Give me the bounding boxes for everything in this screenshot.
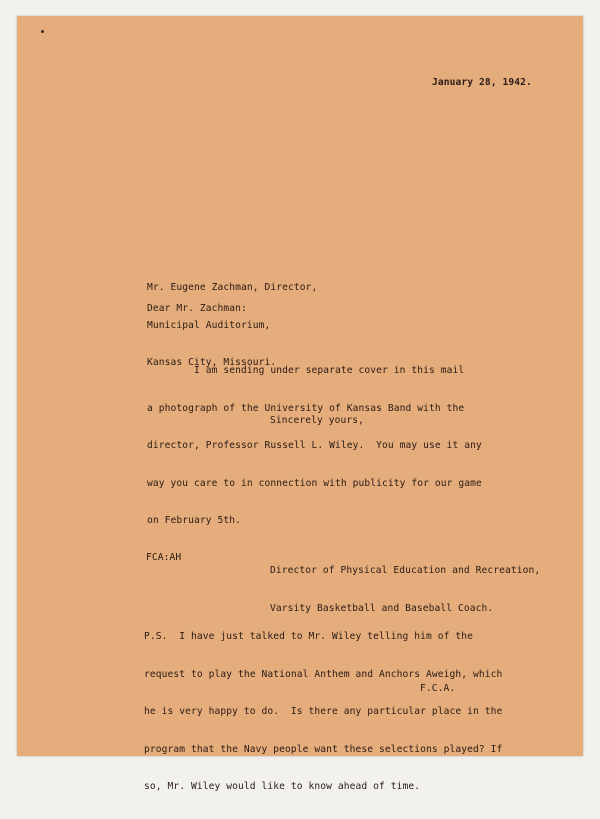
- body-line: a photograph of the University of Kansas Band with the: [147, 402, 465, 414]
- ps-line: program that the Navy people want these selections played? If: [144, 743, 503, 755]
- signer-title-line: Director of Physical Education and Recreation,: [270, 565, 541, 576]
- letter-body: [147, 340, 482, 553]
- body-line: way you care to in connection with publicity for our game: [147, 477, 482, 489]
- ps-line: he is very happy to do. Is there any particular place in the: [144, 706, 503, 717]
- ps-signature: F.C.A.: [420, 683, 456, 694]
- reference-initials: FCA:AH: [146, 552, 182, 563]
- signer-title-line: Varsity Basketball and Baseball Coach.: [270, 602, 494, 614]
- salutation: Dear Mr. Zachman:: [147, 303, 247, 314]
- ps-line: P.S. I have just talked to Mr. Wiley telling him of the: [144, 631, 474, 642]
- closing: Sincerely yours,: [270, 415, 365, 426]
- body-line: I am sending under separate cover in this mail: [147, 365, 465, 376]
- ps-line: request to play the National Anthem and Anchors Aweigh, which: [144, 668, 503, 680]
- body-line: on February 5th.: [147, 515, 242, 526]
- body-line: director, Professor Russell L. Wiley. You may use it any: [147, 440, 482, 451]
- address-line: Municipal Auditorium,: [147, 319, 271, 331]
- letter-date: January 28, 1942.: [432, 77, 532, 88]
- postscript: [144, 606, 502, 819]
- ps-line: so, Mr. Wiley would like to know ahead of time.: [144, 781, 421, 792]
- address-line: Mr. Eugene Zachman, Director,: [147, 282, 318, 293]
- address-line: Kansas City, Missouri.: [147, 357, 277, 368]
- paper-speck: [41, 30, 44, 33]
- letter-page: [17, 16, 583, 792]
